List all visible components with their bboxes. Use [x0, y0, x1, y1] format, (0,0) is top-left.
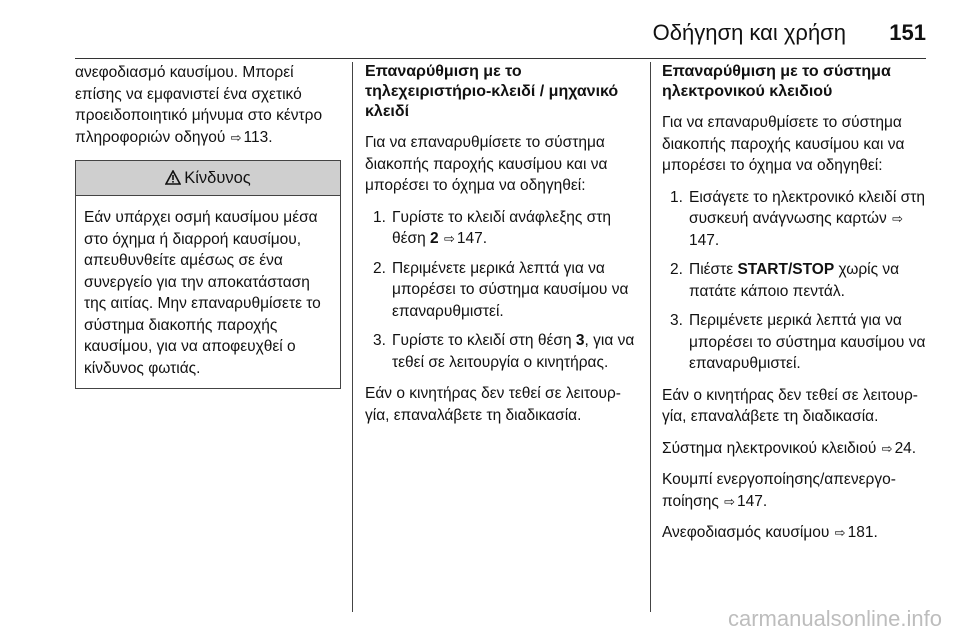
page-ref-arrow-icon: ⇨	[881, 440, 893, 456]
step-text: , για να τεθεί σε λειτουργία ο κινητήρας.	[392, 332, 635, 371]
ref-text: Κουμπί ενεργοποίησης/απενεργο- ποίησης	[662, 471, 896, 510]
step-text: Γυρίστε το κλειδί ανάφλεξης στη θέση	[392, 208, 611, 247]
section-outro: Εάν ο κινητήρας δεν τεθεί σε λειτουρ- γία, επαναλάβετε τη διαδικασία.	[365, 385, 621, 424]
list-item	[365, 258, 637, 323]
section-intro: Για να επαναρυθμίσετε το σύστημα διακοπής παροχής καυσίμου και να μπορέσει το όχημα να οδηγηθεί:	[662, 114, 905, 174]
step-text: Εισάγετε το ηλεκτρονικό κλειδί στη συσκευή ανάγνωσης καρτών	[689, 188, 925, 227]
page-ref-arrow-icon: ⇨	[892, 211, 904, 226]
danger-header	[76, 161, 340, 196]
page-ref[interactable]: 181.	[847, 524, 878, 541]
intro-text: ανεφοδιασμό καυσίμου. Μπορεί επίσης να εμφανιστεί ένα σχετικό προειδοποιητικό μήνυμα στο κέντρο πληροφοριών οδηγού	[75, 64, 323, 146]
page-header	[75, 18, 926, 59]
steps-list	[365, 207, 637, 374]
column-left	[75, 62, 341, 389]
step-number: 1.	[373, 208, 386, 226]
page-ref-arrow-icon: ⇨	[230, 129, 242, 145]
page-ref-arrow-icon: ⇨	[724, 493, 736, 509]
list-item	[662, 310, 934, 375]
page-ref-arrow-icon: ⇨	[834, 525, 846, 540]
danger-box	[75, 160, 341, 389]
cross-reference	[662, 522, 934, 544]
page-title: Οδήγηση και χρήση	[652, 20, 846, 45]
step-text: Γυρίστε το κλειδί στη θέση	[392, 332, 576, 349]
section-heading: Επαναρύθμιση με το τηλεχειριστήριο-κλειδί / μηχανικό κλειδί	[365, 63, 619, 120]
warning-triangle-icon	[165, 163, 181, 197]
step-number: 2.	[373, 259, 386, 277]
watermark: carmanualsonline.info	[727, 606, 942, 631]
step-number: 2.	[670, 261, 683, 278]
page-ref[interactable]: 147.	[689, 231, 720, 249]
step-number: 3.	[373, 332, 386, 349]
steps-list	[662, 187, 934, 375]
list-item	[365, 207, 637, 250]
list-item	[365, 330, 637, 373]
column-middle	[365, 62, 637, 436]
danger-title: Κίνδυνος	[184, 169, 251, 187]
step-bold: START/STOP	[737, 261, 835, 278]
step-text: Περιμένετε μερικά λεπτά για να μπορέσει το σύστημα καυσίμου να επαναρυθμιστεί.	[689, 312, 926, 372]
step-bold: 2	[430, 230, 439, 247]
page-ref[interactable]: 113.	[243, 128, 273, 146]
page-ref[interactable]: 24.	[894, 439, 917, 457]
step-number: 1.	[670, 188, 683, 206]
ref-text: Ανεφοδιασμός καυσίμου	[662, 524, 830, 541]
step-number: 3.	[670, 312, 683, 329]
ref-text: Σύστημα ηλεκτρονικού κλειδιού	[662, 439, 877, 457]
page-ref[interactable]: 147.	[456, 230, 488, 247]
cross-reference	[662, 469, 934, 512]
step-bold: 3	[575, 332, 585, 349]
section-intro: Για να επαναρυθμίσετε το σύστημα διακοπής παροχής καυσίμου και να μπορέσει το όχημα να οδηγηθεί:	[365, 134, 608, 194]
column-right	[662, 62, 934, 554]
intro-paragraph	[75, 62, 341, 148]
page-ref-arrow-icon: ⇨	[443, 231, 455, 246]
cross-reference	[662, 438, 934, 460]
section-outro: Εάν ο κινητήρας δεν τεθεί σε λειτουρ- γία, επαναλάβετε τη διαδικασία.	[662, 386, 918, 425]
page-number: 151	[889, 20, 926, 45]
column-divider	[352, 62, 353, 612]
column-divider	[650, 62, 651, 612]
step-text: χωρίς να πατάτε κάποιο πεντάλ.	[689, 261, 900, 300]
danger-text: Εάν υπάρχει οσμή καυσίμου μέσα στο όχημα ή διαρροή καυσίμου, απευθυνθείτε αμέσως σε ένα συνεργείο για την αποκατάσταση της αιτίας. Μην επαναρυθμίσετε το σύστημα διακοπής παροχής καυσίμου, για να αποφευχθεί ο κίνδυνος φωτιάς.	[84, 209, 321, 377]
list-item	[662, 187, 934, 252]
step-text: Περιμένετε μερικά λεπτά για να μπορέσει το σύστημα καυσίμου να επαναρυθμιστεί.	[392, 259, 629, 320]
step-text: Πιέστε	[689, 261, 738, 278]
section-heading: Επαναρύθμιση με το σύστημα ηλεκτρονικού κλειδιού	[662, 63, 891, 100]
page-ref[interactable]: 147.	[737, 492, 768, 510]
list-item	[662, 259, 934, 302]
